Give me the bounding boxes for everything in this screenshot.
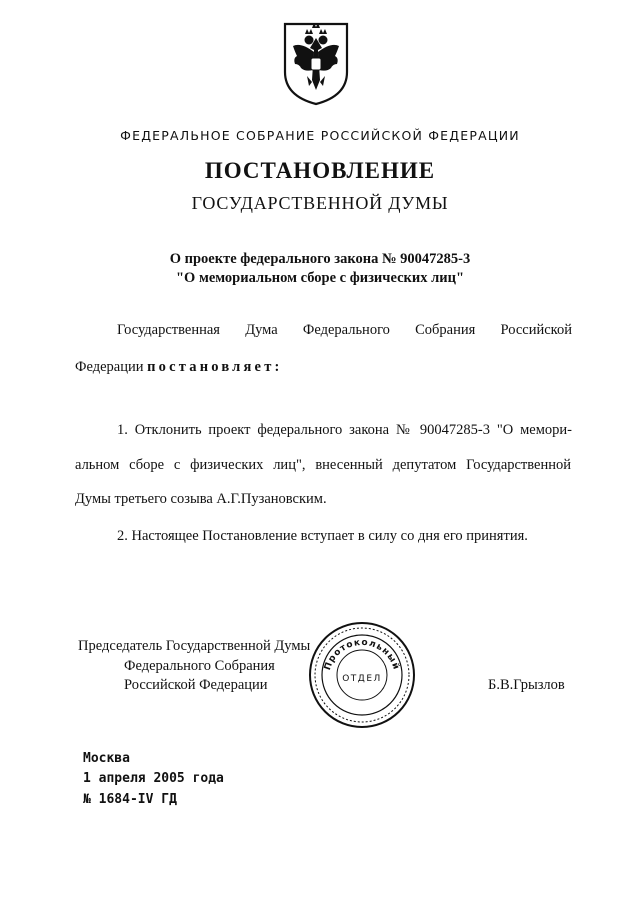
official-stamp <box>307 620 417 730</box>
preamble-line-2 <box>75 359 571 376</box>
signature-position-line-2: Федерального Собрания <box>124 658 275 674</box>
subject-block <box>0 250 640 288</box>
item-1-line-1: 1. Отклонить проект федерального закона № 90047285-3 "О мемори- <box>117 422 572 438</box>
document-title: ПОСТАНОВЛЕНИЕ <box>204 158 436 183</box>
assembly-name: ФЕДЕРАЛЬНОЕ СОБРАНИЕ РОССИЙСКОЙ ФЕДЕРАЦИИ <box>120 128 520 143</box>
signature-position-line-3: Российской Федерации <box>124 677 268 693</box>
preamble-line-1: Государственная Дума Федерального Собрания Российской <box>117 322 572 338</box>
footer-number: № 1684-IV ГД <box>83 792 177 807</box>
coat-of-arms-emblem <box>281 20 351 106</box>
footer-date: 1 апреля 2005 года <box>83 771 224 786</box>
stamp-center-text: ОТДЕЛ <box>342 674 382 684</box>
subject-line-2: "О мемориальном сборе с физических лиц" <box>175 270 464 286</box>
preamble-verb: постановляет: <box>147 359 283 375</box>
signatory-name: Б.В.Грызлов <box>488 677 565 693</box>
preamble-subject: Федерации <box>75 359 144 375</box>
item-1-line-2: альном сборе с физических лиц", внесенный депутатом Государственной <box>75 457 571 473</box>
footer-city: Москва <box>83 751 130 766</box>
signature-position-line-1: Председатель Государственной Думы <box>78 638 311 654</box>
item-2: 2. Настоящее Постановление вступает в силу со дня его принятия. <box>117 528 528 544</box>
subject-line-1: О проекте федерального закона № 90047285-3 <box>169 251 471 267</box>
stamp-top-text: Протокольный <box>322 637 402 672</box>
item-1-line-3: Думы третьего созыва А.Г.Пузановским. <box>75 491 327 507</box>
document-subtitle: ГОСУДАРСТВЕННОЙ ДУМЫ <box>191 193 449 213</box>
